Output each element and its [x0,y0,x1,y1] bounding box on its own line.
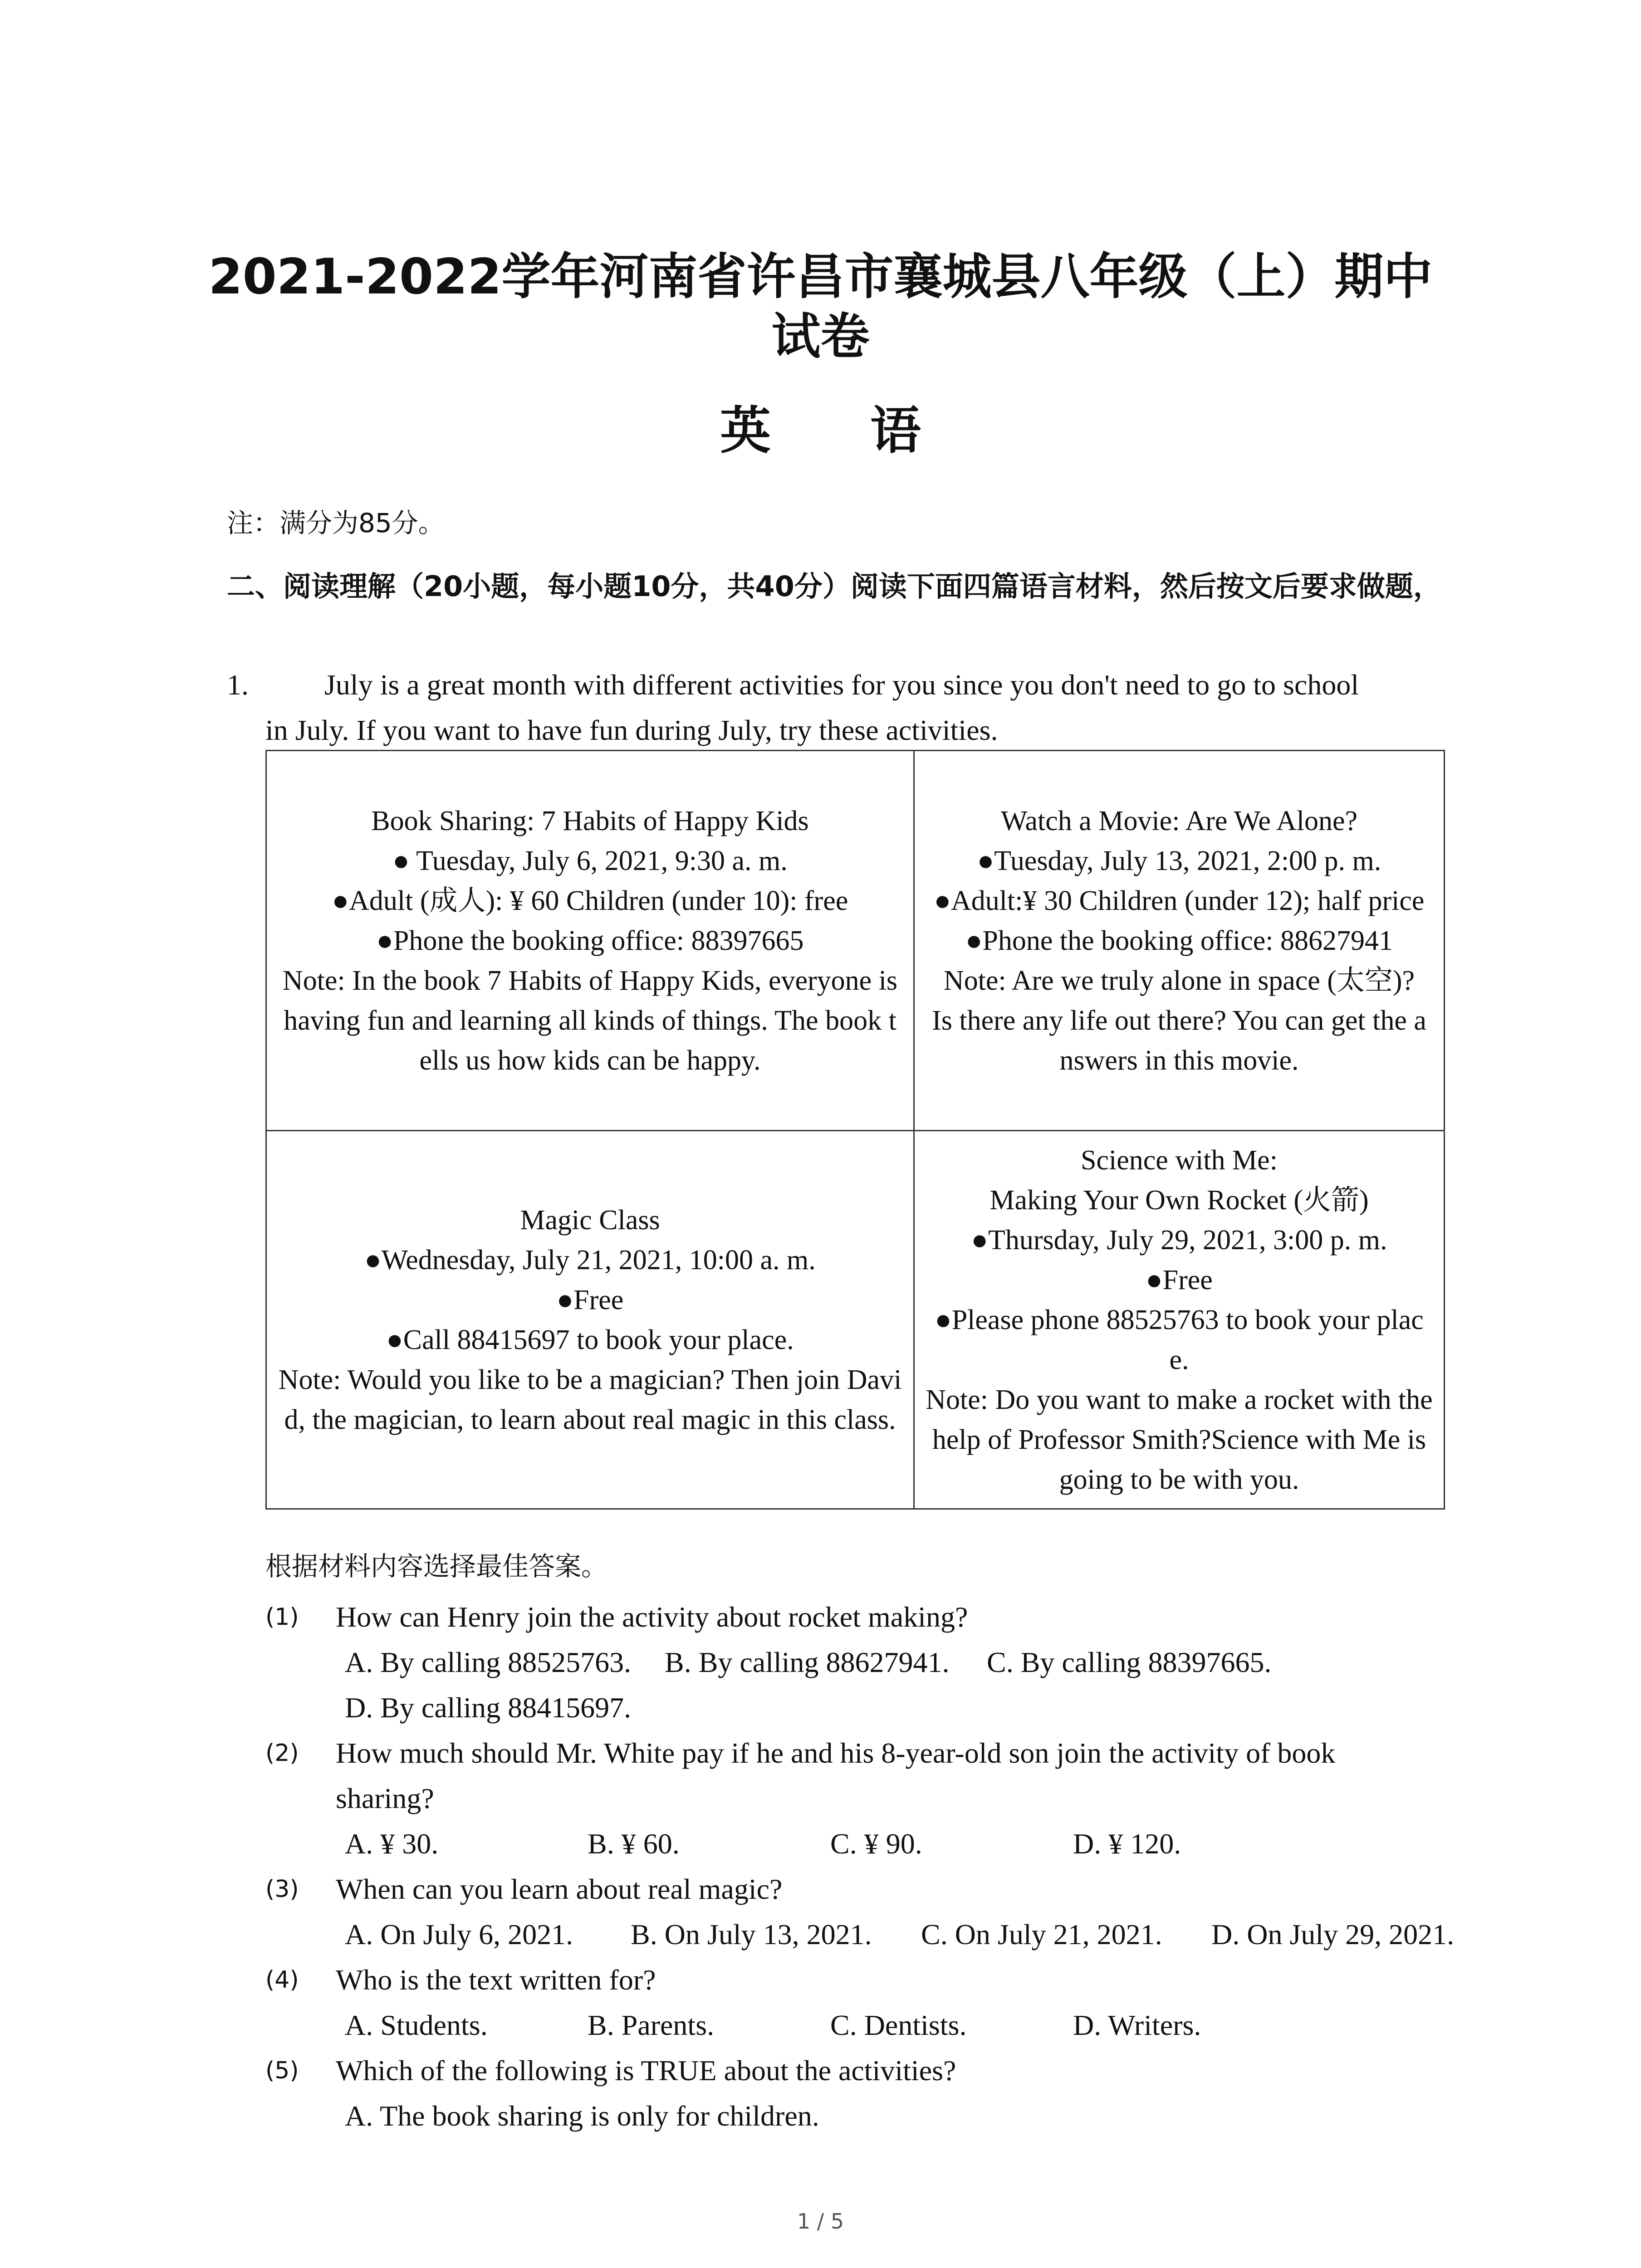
passage-intro [265,662,1468,753]
question-1-option-d[interactable]: D. By calling 88415697. [345,1691,632,1724]
question-4-option-a[interactable]: A. Students. [345,2009,488,2041]
intro-line-2: in July. If you want to have fun during July, try these activities. [265,714,998,746]
question-2-option-a[interactable]: A. ¥ 30. [345,1828,439,1860]
book-sharing-note: Note: In the book 7 Habits of Happy Kids, everyone is having fun and learning all kinds of things. The book tells us how kids can be happy. [282,965,898,1076]
book-sharing-phone: ●Phone the booking office: 88397665 [376,925,804,956]
question-1-text: How can Henry join the activity about rocket making? [336,1601,968,1633]
question-2-option-b[interactable]: B. ¥ 60. [588,1828,680,1860]
movie-title: Watch a Movie: Are We Alone? [1000,805,1358,836]
magic-phone: ●Call 88415697 to book your place. [386,1324,794,1355]
page-number: 1 / 5 [797,2209,844,2234]
question-4-option-c[interactable]: C. Dentists. [830,2009,967,2041]
question-4-label: (4) [265,1966,299,1994]
section-heading: 二、阅读理解（20小题，每小题10分，共40分）阅读下面四篇语言材料，然后按文后要求做题， [227,570,1441,603]
question-4-text: Who is the text written for? [336,1964,656,1996]
movie-note-2: Is there any life out there? You can get the answers in this movie. [932,1005,1426,1076]
science-price: ●Free [1146,1264,1213,1295]
question-5-label: (5) [265,2057,299,2084]
question-3-option-c[interactable]: C. On July 21, 2021. [921,1918,1162,1950]
question-3-option-b[interactable]: B. On July 13, 2021. [631,1918,872,1950]
title-line-1: 2021-2022学年河南省许昌市襄城县八年级（上）期中 [208,249,1433,305]
question-2-option-d[interactable]: D. ¥ 120. [1073,1828,1181,1860]
science-note: Note: Do you want to make a rocket with the help of Professor Smith?Science with Me is going to be with you. [926,1384,1433,1495]
subject-heading: 英 语 [720,401,962,460]
movie-cell [915,751,1444,1130]
question-5-text: Which of the following is TRUE about the activities? [336,2054,956,2087]
science-phone: ●Please phone 88525763 to book your place. [935,1304,1424,1375]
movie-date: ●Tuesday, July 13, 2021, 2:00 p. m. [977,845,1381,876]
question-1-option-c[interactable]: C. By calling 88397665. [987,1646,1272,1678]
question-1-label: (1) [265,1603,299,1631]
magic-title: Magic Class [520,1204,660,1236]
question-3-option-a[interactable]: A. On July 6, 2021. [345,1918,573,1950]
question-4-option-d[interactable]: D. Writers. [1073,2009,1201,2041]
question-5-option-a[interactable]: A. The book sharing is only for children. [345,2100,819,2132]
question-3-label: (3) [265,1876,299,1903]
book-sharing-title: Book Sharing: 7 Habits of Happy Kids [371,805,809,836]
book-sharing-price: ●Adult (成人): ¥ 60 Children (under 10): free [332,885,848,916]
magic-price: ●Free [556,1284,624,1315]
score-note: 注：满分为85分。 [227,508,445,538]
question-3-text: When can you learn about real magic? [336,1873,783,1905]
title-line-2: 试卷 [771,308,870,365]
question-1-option-a[interactable]: A. By calling 88525763. [345,1646,632,1678]
instruction: 根据材料内容选择最佳答案。 [265,1551,608,1582]
magic-class-cell [267,1131,913,1508]
question-2-label: (2) [265,1740,299,1767]
science-cell [915,1131,1444,1508]
science-date: ●Thursday, July 29, 2021, 3:00 p. m. [971,1224,1387,1256]
science-subtitle: Making Your Own Rocket (火箭) [989,1184,1369,1216]
intro-line-1: July is a great month with different activities for you since you don't need to go to school [324,669,1359,701]
activities-table [265,750,1445,1510]
document-title [0,247,1641,367]
question-4-option-b[interactable]: B. Parents. [588,2009,715,2041]
movie-phone: ●Phone the booking office: 88627941 [965,925,1393,956]
magic-date: ●Wednesday, July 21, 2021, 10:00 a. m. [364,1244,816,1276]
magic-note: Note: Would you like to be a magician? Then join David, the magician, to learn about real magic in this class. [278,1364,902,1435]
question-3-option-d[interactable]: D. On July 29, 2021. [1211,1918,1455,1950]
movie-price: ●Adult:¥ 30 Children (under 12); half price [934,885,1425,916]
movie-note: Note: Are we truly alone in space (太空)? [943,965,1415,996]
passage-number: 1. [227,669,249,701]
question-2-text-line-2: sharing? [336,1782,434,1814]
book-sharing-date: ● Tuesday, July 6, 2021, 9:30 a. m. [392,845,788,876]
book-sharing-cell [267,751,913,1130]
science-title: Science with Me: [1081,1144,1278,1176]
question-1-option-b[interactable]: B. By calling 88627941. [665,1646,950,1678]
question-2-text-line-1: How much should Mr. White pay if he and his 8-year-old son join the activity of book [336,1737,1336,1769]
question-2-option-c[interactable]: C. ¥ 90. [830,1828,922,1860]
